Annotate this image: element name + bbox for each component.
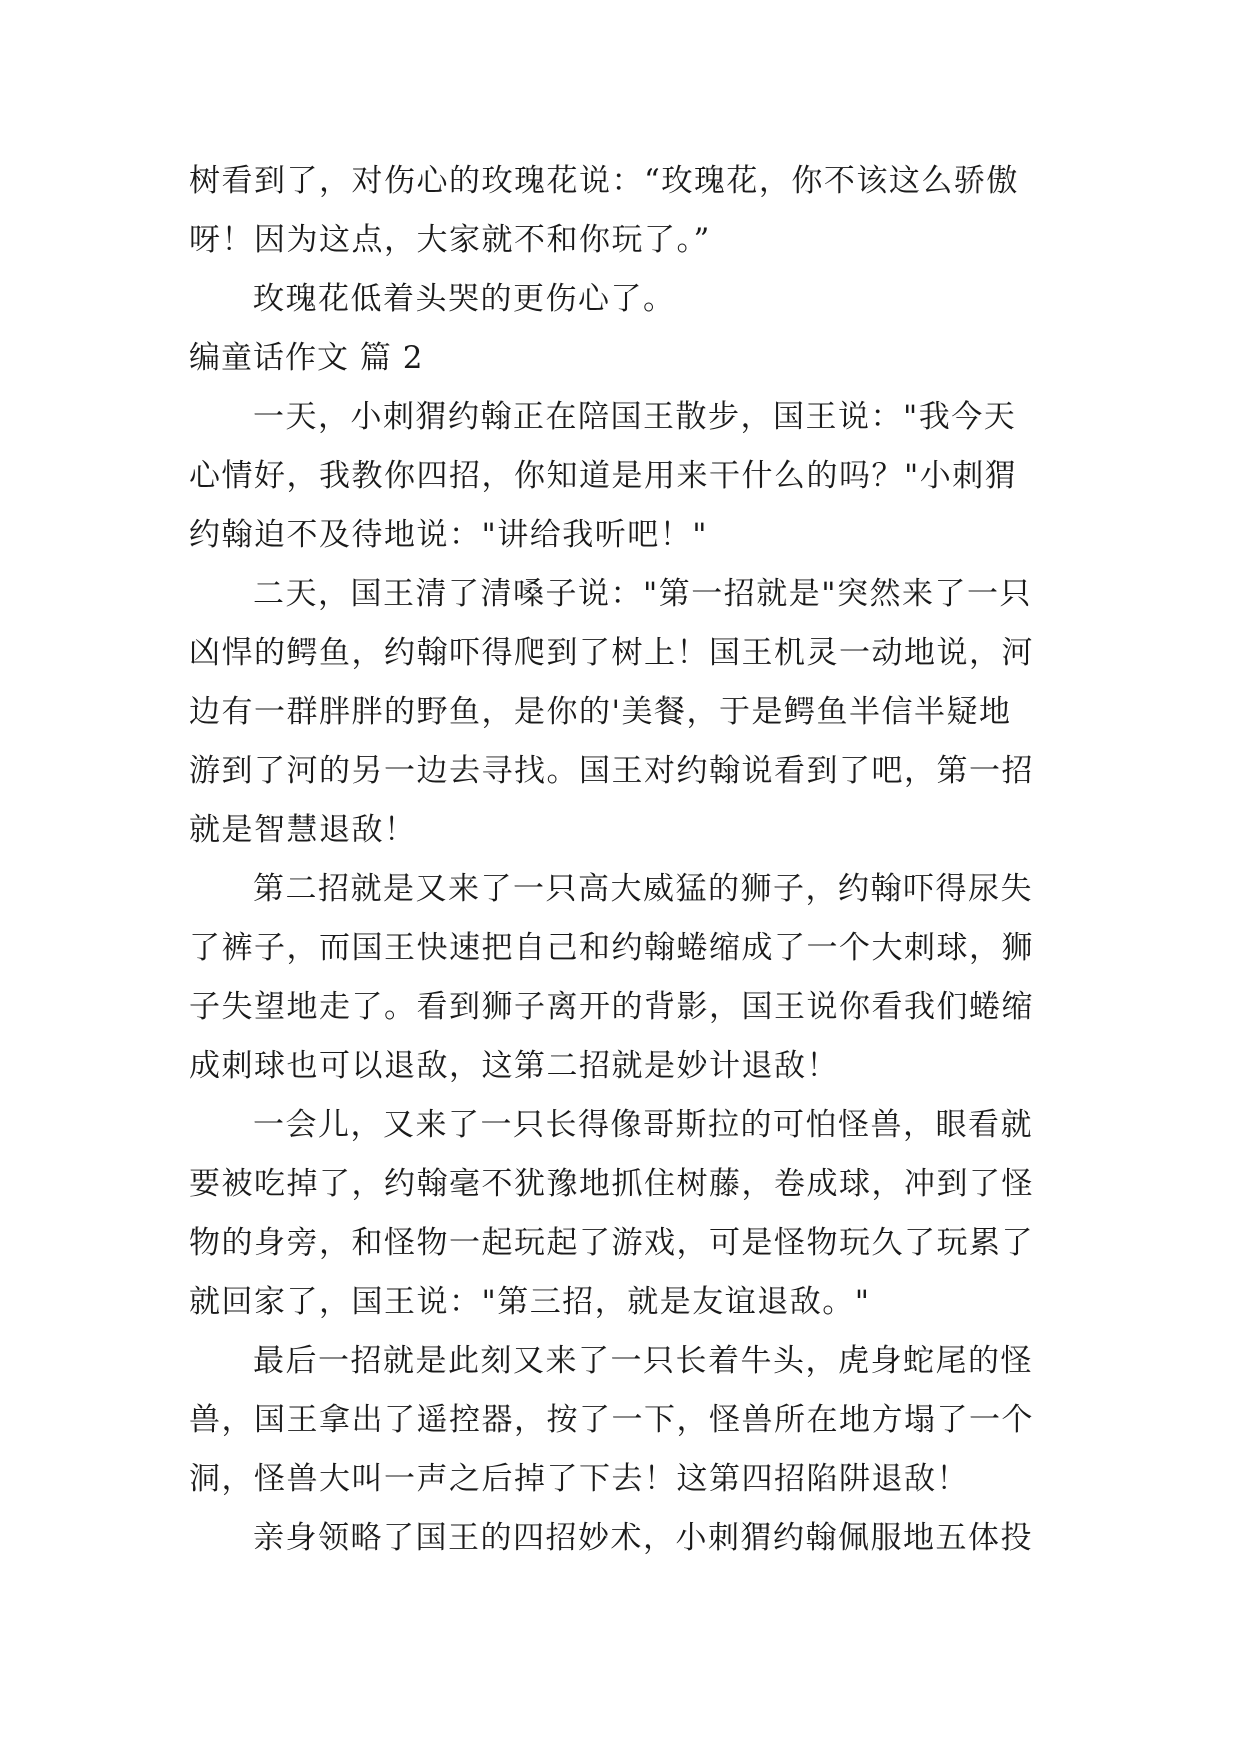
paragraph-line: 子失望地走了。看到狮子离开的背影，国王说你看我们蜷缩 [189, 989, 1034, 1025]
paragraph-line: 凶悍的鳄鱼，约翰吓得爬到了树上！国王机灵一动地说，河 [189, 635, 1034, 671]
paragraph-line: 要被吃掉了，约翰毫不犹豫地抓住树藤，卷成球，冲到了怪 [189, 1166, 1034, 1202]
paragraph-line: 树看到了，对伤心的玫瑰花说：“玫瑰花，你不该这么骄傲 [189, 163, 1019, 199]
paragraph-line: 一会儿，又来了一只长得像哥斯拉的可怕怪兽，眼看就 [253, 1107, 1033, 1143]
paragraph-line: 心情好，我教你四招，你知道是用来干什么的吗？"小刺猬 [189, 458, 1018, 494]
paragraph-line: 游到了河的另一边去寻找。国王对约翰说看到了吧，第一招 [189, 753, 1034, 789]
paragraph-line: 第二招就是又来了一只高大威猛的狮子，约翰吓得尿失 [253, 871, 1033, 907]
paragraph-line: 就回家了，国王说："第三招，就是友谊退敌。" [189, 1284, 871, 1320]
paragraph-line: 物的身旁，和怪物一起玩起了游戏，可是怪物玩久了玩累了 [189, 1225, 1034, 1261]
paragraph-line: 二天，国王清了清嗓子说："第一招就是"突然来了一只 [253, 576, 1033, 612]
paragraph-line: 了裤子，而国王快速把自己和约翰蜷缩成了一个大刺球，狮 [189, 930, 1034, 966]
paragraph-line: 一天，小刺猬约翰正在陪国王散步，国王说："我今天 [253, 399, 1017, 435]
section-heading: 编童话作文 篇 2 [189, 340, 424, 376]
paragraph-line: 约翰迫不及待地说："讲给我听吧！" [189, 517, 709, 553]
paragraph-line: 呀！因为这点，大家就不和你玩了。” [189, 222, 711, 258]
document-body [189, 152, 1051, 1568]
paragraph-line: 边有一群胖胖的野鱼，是你的'美餐，于是鳄鱼半信半疑地 [189, 694, 1012, 730]
paragraph-line: 玫瑰花低着头哭的更伤心了。 [253, 281, 676, 317]
paragraph-line: 最后一招就是此刻又来了一只长着牛头，虎身蛇尾的怪 [253, 1343, 1033, 1379]
paragraph-line: 兽，国王拿出了遥控器，按了一下，怪兽所在地方塌了一个 [189, 1402, 1034, 1438]
paragraph-line: 亲身领略了国王的四招妙术，小刺猬约翰佩服地五体投 [253, 1520, 1033, 1556]
paragraph-line: 成刺球也可以退敌，这第二招就是妙计退敌！ [189, 1048, 839, 1084]
paragraph-line: 洞，怪兽大叫一声之后掉了下去！这第四招陷阱退敌！ [189, 1461, 969, 1497]
paragraph-line: 就是智慧退敌！ [189, 812, 417, 848]
